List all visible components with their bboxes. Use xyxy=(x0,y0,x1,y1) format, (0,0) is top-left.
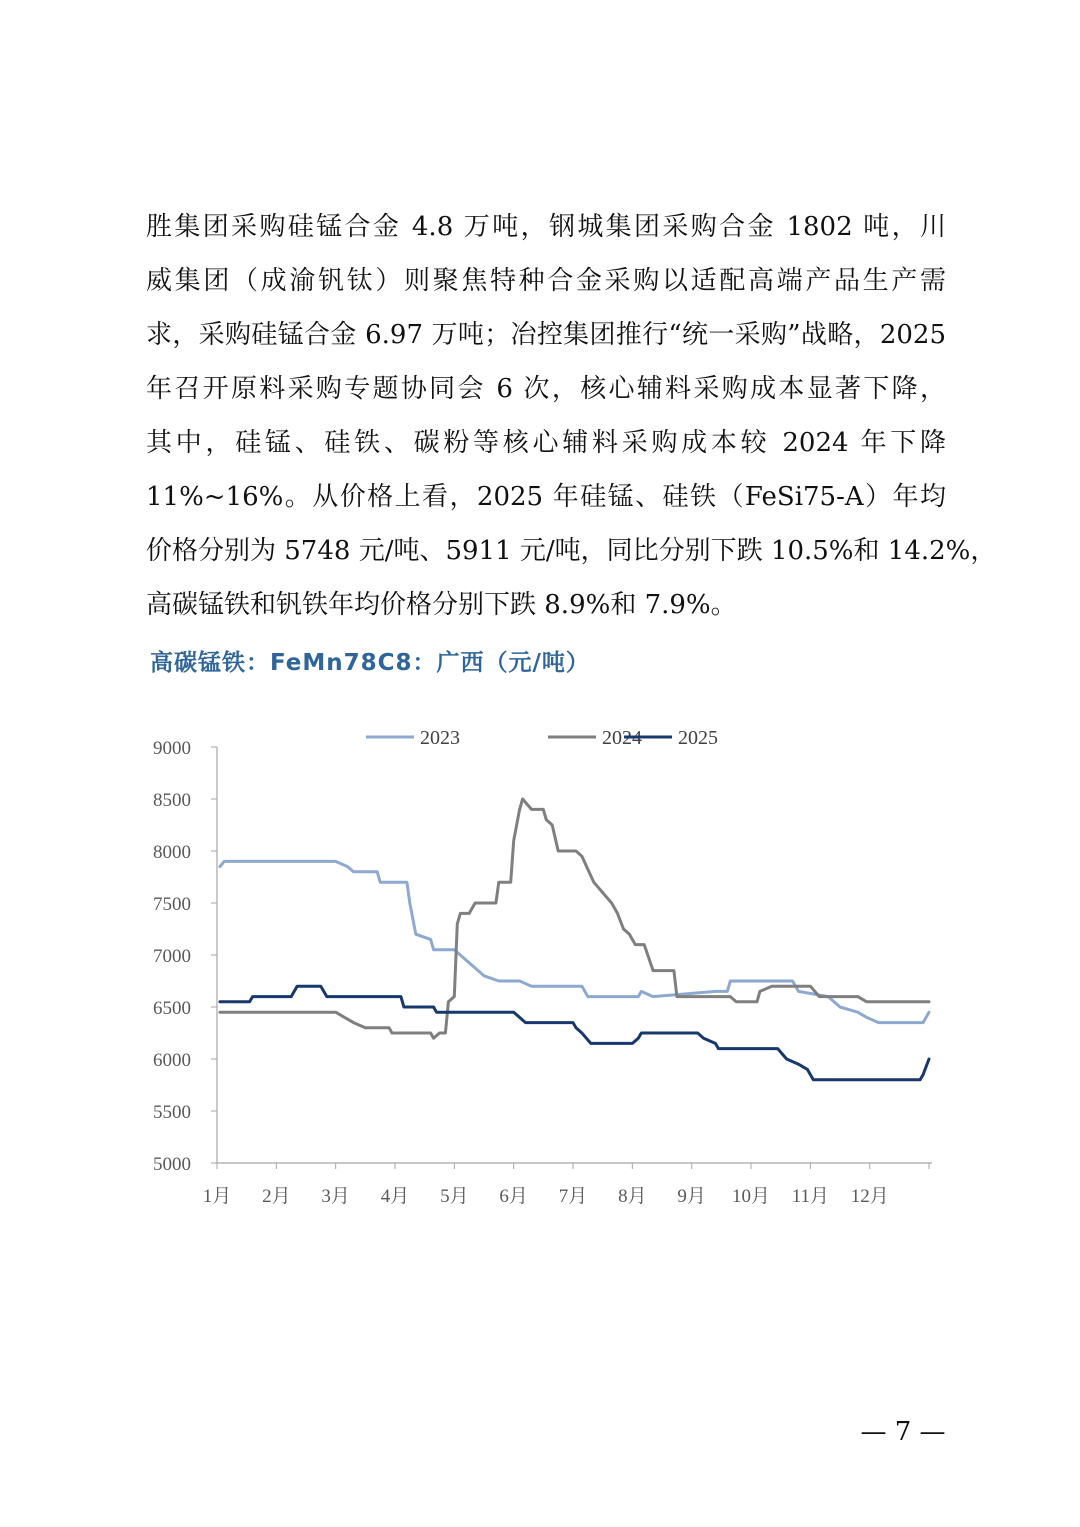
x-tick-label: 12月 xyxy=(850,1186,889,1207)
legend-label: 2024 xyxy=(602,727,642,749)
price-line-chart xyxy=(140,715,960,1235)
series-line-2025 xyxy=(220,986,929,1080)
x-tick-label: 2月 xyxy=(262,1186,291,1207)
legend-label: 2023 xyxy=(420,727,460,749)
x-tick-label: 4月 xyxy=(380,1186,410,1207)
y-tick-label: 5000 xyxy=(153,1154,191,1175)
x-tick-label: 3月 xyxy=(321,1186,350,1207)
x-tick-label: 8月 xyxy=(618,1186,647,1207)
paragraph-line: 年召开原料采购专题协同会 6 次，核心辅料采购成本显著下降， xyxy=(146,374,946,404)
paragraph-line: 胜集团采购硅锰合金 4.8 万吨，钢城集团采购合金 1802 吨，川 xyxy=(146,212,946,242)
x-tick-label: 10月 xyxy=(732,1186,771,1207)
chart-title: 高碳锰铁：FeMn78C8：广西（元/吨） xyxy=(150,650,590,676)
series-line-2024 xyxy=(220,799,929,1038)
x-tick-label: 9月 xyxy=(677,1186,706,1207)
paragraph-line: 价格分别为 5748 元/吨、5911 元/吨，同比分别下跌 10.5%和 14.2%， xyxy=(146,536,997,566)
page-number: — 7 — xyxy=(860,1417,946,1447)
chart-legend xyxy=(366,727,718,749)
chart-series xyxy=(220,799,929,1080)
x-tick-label: 6月 xyxy=(499,1186,528,1207)
y-tick-label: 6500 xyxy=(153,998,191,1019)
y-tick-label: 6000 xyxy=(153,1050,191,1071)
y-tick-label: 7000 xyxy=(153,946,191,967)
paragraph-line: 威集团（成渝钒钛）则聚焦特种合金采购以适配高端产品生产需 xyxy=(146,266,946,296)
x-tick-label: 5月 xyxy=(440,1186,469,1207)
y-tick-label: 8000 xyxy=(153,842,191,863)
x-tick-label: 11月 xyxy=(791,1186,830,1207)
y-tick-label: 9000 xyxy=(153,738,191,759)
paragraph-line: 高碳锰铁和钒铁年均价格分别下跌 8.9%和 7.9%。 xyxy=(146,590,737,620)
x-tick-label: 1月 xyxy=(202,1186,232,1207)
paragraph-line: 其中，硅锰、硅铁、碳粉等核心辅料采购成本较 2024 年下降 xyxy=(146,428,946,458)
x-tick-label: 7月 xyxy=(558,1186,588,1207)
y-tick-label: 8500 xyxy=(153,790,191,811)
paragraph-line: 11%~16%。从价格上看，2025 年硅锰、硅铁（FeSi75-A）年均 xyxy=(146,482,946,512)
body-paragraph xyxy=(146,200,997,632)
y-tick-label: 7500 xyxy=(153,894,191,915)
legend-label: 2025 xyxy=(678,727,718,749)
y-tick-label: 5500 xyxy=(153,1102,191,1123)
paragraph-line: 求，采购硅锰合金 6.97 万吨；冶控集团推行“统一采购”战略，2025 xyxy=(146,320,946,350)
series-line-2023 xyxy=(220,861,929,1022)
